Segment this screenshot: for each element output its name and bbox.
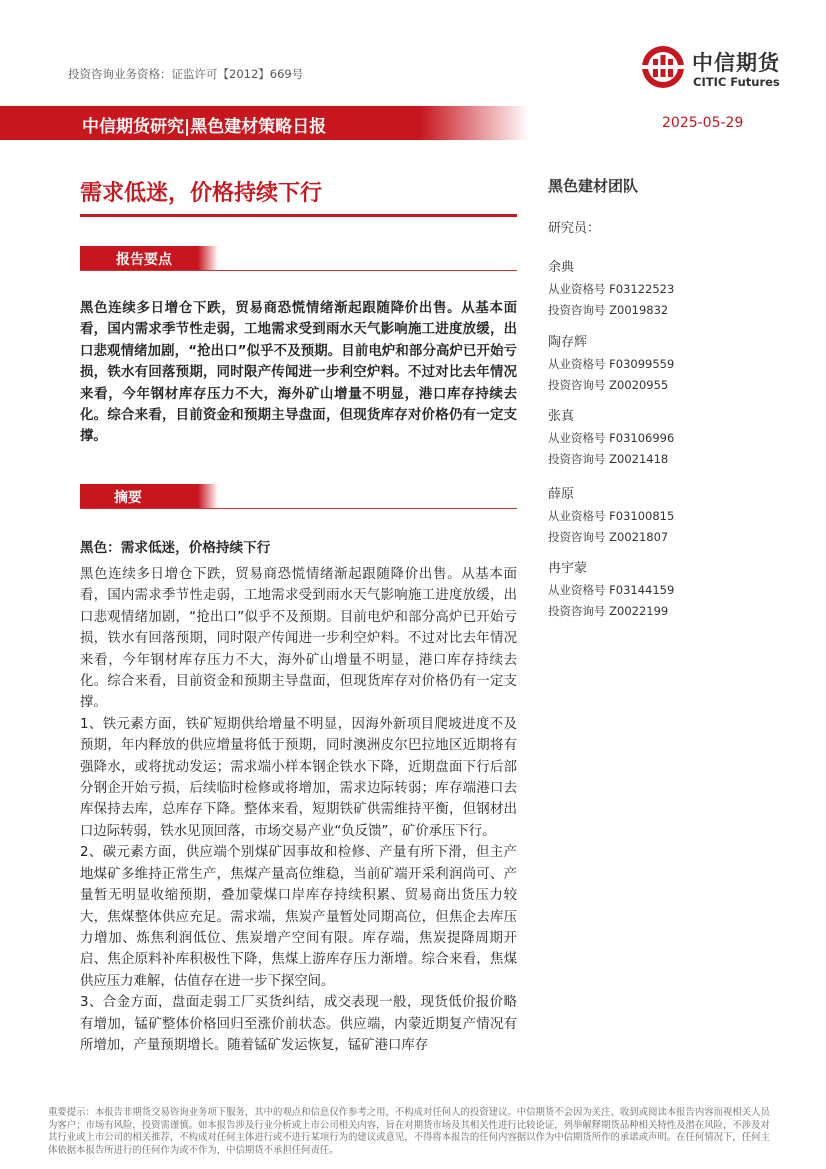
disclaimer-text: 重要提示：本报告非期货交易咨询业务项下服务，其中的观点和信息仅作参考之用，不构成对任何人的投资建议。中信期货不会因为关注、收到或阅读本报告内容而视相关人员为客户；市场有风险，投资需谨慎。如本报告涉及行业分析或上市公司相关内容，旨在对期货市场及其相关性进行比较论证，列举解释期货品种相关特性及潜在风险，不涉及对其行业或上市公司的相关推荐，不构成对任何主体进行或不进行某项行为的建议或意见，不得将本报告的任何内容据以作为中信期货所作的承诺或声明。在任何情况下，任何主体依据本报告所进行的任何作为或不作为，中信期货不承担任何责任。: [48, 1107, 770, 1156]
summary-paragraph-carbon: 2、碳元素方面，供应端个别煤矿因事故和检修、产量有所下滑，但主产地煤矿多维持正常生产，焦煤产量高位维稳，当前矿端开采利润尚可、产量暂无明显收缩预期，叠加蒙煤口岸库存持续积累、贸易商出货压力较大，焦煤整体供应充足。需求端，焦炭产量暂处同期高位，但焦企去库压力增加、炼焦利润低位、焦炭增产空间有限。库存端，焦炭提降周期开启、焦企原料补库积极性下降，焦煤上游库存压力渐增。综合来看，焦煤供应压力难解，估值存在进一步下探空间。: [80, 845, 517, 989]
logo-cn-text: 中信期货: [692, 51, 780, 75]
banner-title: 中信期货研究|黑色建材策略日报: [82, 117, 327, 137]
analyst-qualification: 从业资格号 F03099559: [548, 357, 675, 371]
analyst-consult-number: 投资咨询号 Z0022199: [548, 604, 669, 618]
summary-divider: [80, 508, 517, 509]
analyst-card: [548, 558, 778, 622]
analyst-name: 余典: [548, 260, 575, 275]
key-points-tag-label: 报告要点: [116, 252, 172, 268]
summary-tag-label: 摘要: [114, 490, 142, 506]
analyst-name: 张真: [548, 409, 575, 424]
key-points-tag: [80, 246, 220, 270]
key-points-divider: [80, 270, 517, 271]
analyst-label: 研究员：: [548, 221, 601, 236]
summary-paragraph: 黑色连续多日增仓下跌，贸易商恐慌情绪渐起跟随降价出售。从基本面看，国内需求季节性走弱，工地需求受到雨水天气影响施工进度放缓，出口悲观情绪加剧，“抢出口”似乎不及预期。目前电炉和部分高炉已开始亏损，铁水有回落预期，同时限产传闻进一步利空炉料。不过对比去年情况来看，今年钢材库存压力不大，海外矿山增量不明显，港口库存持续去化。综合来看，目前资金和预期主导盘面，但现货库存对价格仍有一定支撑。: [80, 567, 517, 711]
summary-heading: 黑色：需求低迷，价格持续下行: [80, 540, 271, 556]
summary-paragraph-iron: 1、铁元素方面，铁矿短期供给增量不明显，因海外新项目爬坡进度不及预期，年内释放的供应增量将低于预期，同时澳洲皮尔巴拉地区近期将有强降水，或将扰动发运；需求端小样本钢企铁水下降，近期盘面下行后部分钢企开始亏损，后续临时检修或将增加，需求边际转弱；库存端港口去库保持去库，总库存下降。整体来看，短期铁矿供需维持平衡，但钢材出口边际转弱，铁水见顶回落，市场交易产业“负反馈”，矿价承压下行。: [80, 716, 517, 839]
analyst-name: 冉宇蒙: [548, 561, 588, 576]
title-divider: [80, 214, 517, 217]
analyst-name: 薛原: [548, 487, 575, 502]
analyst-qualification: 从业资格号 F03144159: [548, 583, 675, 597]
summary-paragraph-alloy: 3、合金方面，盘面走弱工厂买货纠结，成交表现一般，现货低价报价略有增加，锰矿整体价格回归至涨价前状态。供应端，内蒙近期复产情况有所增加，产量预期增长。随着锰矿发运恢复，锰矿港口库存: [80, 995, 517, 1053]
analyst-consult-number: 投资咨询号 Z0020955: [548, 378, 669, 392]
banner-gradient: [420, 106, 530, 140]
analyst-name: 陶存辉: [548, 335, 588, 350]
report-date: 2025-05-29: [662, 115, 744, 131]
report-banner: [0, 106, 826, 140]
analyst-qualification: 从业资格号 F03106996: [548, 431, 675, 445]
logo-en-text: CITIC Futures: [693, 75, 780, 89]
summary-tag: [80, 484, 220, 508]
analyst-consult-number: 投资咨询号 Z0021807: [548, 530, 669, 544]
analyst-consult-number: 投资咨询号 Z0021418: [548, 452, 669, 466]
analyst-qualification: 从业资格号 F03100815: [548, 509, 675, 523]
key-points-text: 黑色连续多日增仓下跌，贸易商恐慌情绪渐起跟随降价出售。从基本面看，国内需求季节性走弱，工地需求受到雨水天气影响施工进度放缓，出口悲观情绪加剧，“抢出口”似乎不及预期。目前电炉和部分高炉已开始亏损，铁水有回落预期，同时限产传闻进一步利空炉料。不过对比去年情况来看，今年钢材库存压力不大，海外矿山增量不明显，港口库存持续去化。综合来看，目前资金和预期主导盘面，但现货库存对价格仍有一定支撑。: [80, 301, 517, 445]
license-text: 投资咨询业务资格：证监许可【2012】669号: [68, 67, 304, 81]
analyst-card: [548, 484, 778, 548]
analyst-qualification: 从业资格号 F03122523: [548, 282, 675, 296]
summary-body: [80, 564, 517, 1056]
team-title: 黑色建材团队: [548, 177, 639, 195]
analyst-consult-number: 投资咨询号 Z0019832: [548, 303, 669, 317]
report-title: 需求低迷，价格持续下行: [80, 181, 323, 206]
company-logo: [640, 44, 810, 96]
analyst-card: [548, 406, 778, 470]
analyst-card: [548, 257, 778, 321]
analyst-card: [548, 332, 778, 396]
logo-mark-icon: [640, 44, 686, 90]
